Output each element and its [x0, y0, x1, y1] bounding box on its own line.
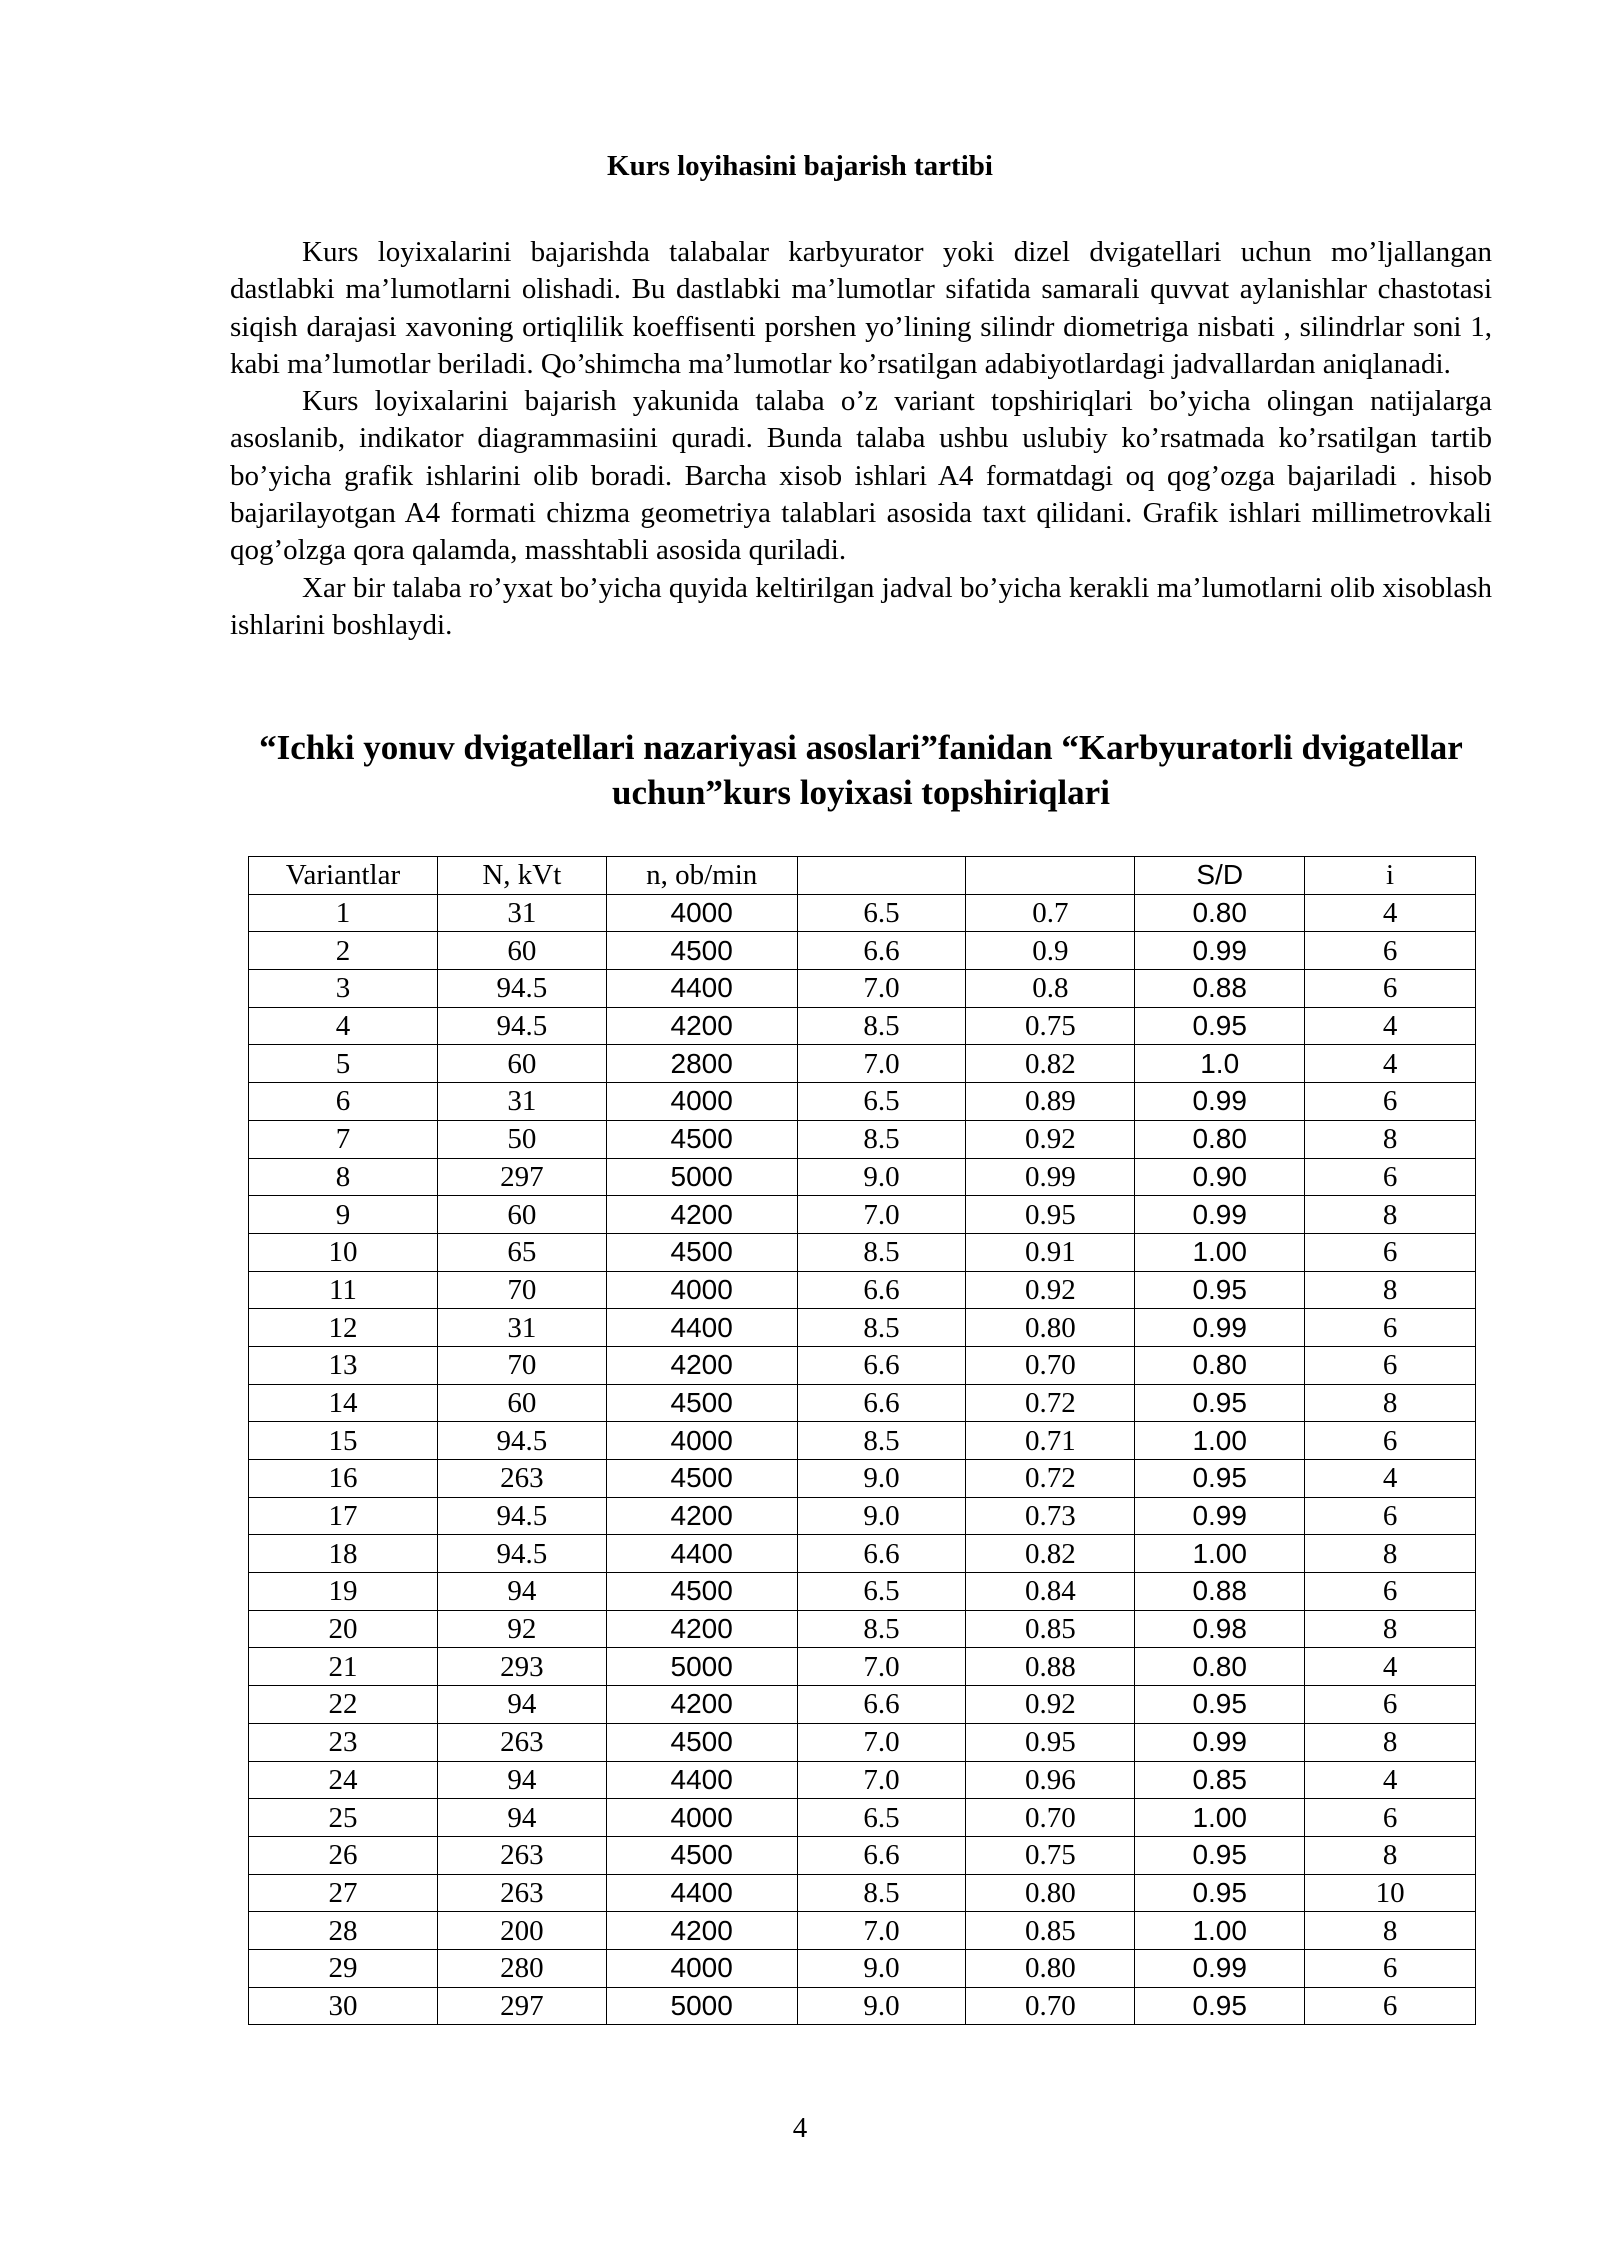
table-cell: 6 — [249, 1083, 438, 1121]
table-cell: 0.99 — [1135, 1083, 1305, 1121]
table-cell: 0.70 — [966, 1799, 1135, 1837]
table-cell: 8.5 — [797, 1874, 966, 1912]
table-cell: 94 — [437, 1761, 606, 1799]
table-cell: 263 — [437, 1723, 606, 1761]
table-cell: 65 — [437, 1233, 606, 1271]
table-cell: 70 — [437, 1271, 606, 1309]
table-cell: 8.5 — [797, 1120, 966, 1158]
table-cell: 0.72 — [966, 1384, 1135, 1422]
table-cell: 4000 — [606, 1799, 797, 1837]
table-cell: 1.00 — [1135, 1535, 1305, 1573]
table-cell: 8.5 — [797, 1007, 966, 1045]
table-row — [249, 1723, 1476, 1761]
table-title: “Ichki yonuv dvigatellari nazariyasi asoslari”fanidan “Karbyuratorli dvigatellar uchun”kurs loyixasi topshiriqlari — [259, 728, 1463, 812]
table-cell: 0.82 — [966, 1535, 1135, 1573]
table-cell: 0.96 — [966, 1761, 1135, 1799]
table-row — [249, 932, 1476, 970]
table-cell: 9.0 — [797, 1497, 966, 1535]
table-cell: 297 — [437, 1158, 606, 1196]
table-cell: 4200 — [606, 1686, 797, 1724]
table-cell: 28 — [249, 1912, 438, 1950]
table-cell: 0.75 — [966, 1007, 1135, 1045]
table-cell: 6.6 — [797, 932, 966, 970]
table-cell: 7.0 — [797, 1912, 966, 1950]
table-cell: 8 — [1305, 1384, 1476, 1422]
table-header-row — [249, 857, 1476, 895]
table-row — [249, 1083, 1476, 1121]
table-cell: 8 — [1305, 1836, 1476, 1874]
table-row — [249, 1610, 1476, 1648]
table-row — [249, 1271, 1476, 1309]
table-cell: 0.73 — [966, 1497, 1135, 1535]
table-cell: 0.80 — [1135, 894, 1305, 932]
table-cell: 29 — [249, 1949, 438, 1987]
table-cell: 0.85 — [966, 1912, 1135, 1950]
table-cell: 8.5 — [797, 1610, 966, 1648]
table-cell: 10 — [249, 1233, 438, 1271]
table-cell: 4400 — [606, 1874, 797, 1912]
table-row — [249, 970, 1476, 1008]
table-cell: 4500 — [606, 1120, 797, 1158]
table-cell: 20 — [249, 1610, 438, 1648]
table-cell: 0.95 — [1135, 1007, 1305, 1045]
table-cell: 8 — [1305, 1912, 1476, 1950]
table-cell: 6 — [1305, 1987, 1476, 2025]
table-cell: 30 — [249, 1987, 438, 2025]
table-cell: 4500 — [606, 932, 797, 970]
page-number: 4 — [792, 2112, 808, 2144]
table-cell: 0.80 — [966, 1309, 1135, 1347]
table-row — [249, 1686, 1476, 1724]
table-cell: 4200 — [606, 1196, 797, 1234]
table-cell: 5000 — [606, 1648, 797, 1686]
table-cell: 6.6 — [797, 1535, 966, 1573]
table-cell: 24 — [249, 1761, 438, 1799]
table-cell: 3 — [249, 970, 438, 1008]
table-cell: 5 — [249, 1045, 438, 1083]
table-cell: 27 — [249, 1874, 438, 1912]
table-cell: 31 — [437, 1309, 606, 1347]
table-cell: 0.99 — [1135, 932, 1305, 970]
table-cell: 0.95 — [1135, 1874, 1305, 1912]
table-cell: 0.95 — [1135, 1836, 1305, 1874]
table-cell: 6 — [1305, 1233, 1476, 1271]
table-cell: 9 — [249, 1196, 438, 1234]
table-cell: 4200 — [606, 1497, 797, 1535]
table-cell: 0.88 — [966, 1648, 1135, 1686]
table-cell: 94.5 — [437, 1007, 606, 1045]
table-cell: 6.6 — [797, 1686, 966, 1724]
table-cell: 6 — [1305, 1497, 1476, 1535]
table-row — [249, 1761, 1476, 1799]
table-row — [249, 1987, 1476, 2025]
table-cell: 4 — [1305, 894, 1476, 932]
section-heading: Kurs loyihasini bajarish tartibi — [607, 150, 993, 182]
table-cell: 8 — [1305, 1196, 1476, 1234]
table-cell: 60 — [437, 1384, 606, 1422]
table-cell: 7.0 — [797, 1761, 966, 1799]
table-cell: 0.95 — [966, 1723, 1135, 1761]
table-cell: 4000 — [606, 894, 797, 932]
table-cell: 4500 — [606, 1384, 797, 1422]
table-cell: 4500 — [606, 1836, 797, 1874]
table-cell: 0.80 — [1135, 1120, 1305, 1158]
table-cell: 6.6 — [797, 1836, 966, 1874]
table-cell: 6 — [1305, 1949, 1476, 1987]
table-cell: 4200 — [606, 1912, 797, 1950]
table-cell: 60 — [437, 1045, 606, 1083]
table-cell: 15 — [249, 1422, 438, 1460]
paragraph: Xar bir talaba ro’yxat bo’yicha quyida keltirilgan jadval bo’yicha kerakli ma’lumotlarni olib xisoblash ishlarini boshlaydi. — [230, 571, 1492, 641]
table-cell: 25 — [249, 1799, 438, 1837]
table-cell: 280 — [437, 1949, 606, 1987]
table-cell: 6.6 — [797, 1271, 966, 1309]
table-row — [249, 1384, 1476, 1422]
table-row — [249, 1422, 1476, 1460]
table-cell: 4000 — [606, 1083, 797, 1121]
table-row — [249, 1309, 1476, 1347]
table-cell: 94.5 — [437, 1422, 606, 1460]
column-header: N, kVt — [437, 857, 606, 895]
table-cell: 4500 — [606, 1233, 797, 1271]
table-row — [249, 1233, 1476, 1271]
table-cell: 0.80 — [1135, 1648, 1305, 1686]
table-cell: 8.5 — [797, 1233, 966, 1271]
table-cell: 4 — [1305, 1007, 1476, 1045]
table-cell: 4400 — [606, 1761, 797, 1799]
table-cell: 7 — [249, 1120, 438, 1158]
table-cell: 4000 — [606, 1271, 797, 1309]
table-cell: 6.5 — [797, 894, 966, 932]
table-row — [249, 1120, 1476, 1158]
table-cell: 26 — [249, 1836, 438, 1874]
table-cell: 297 — [437, 1987, 606, 2025]
table-cell: 6 — [1305, 1573, 1476, 1611]
table-cell: 0.95 — [966, 1196, 1135, 1234]
table-cell: 8.5 — [797, 1309, 966, 1347]
table-body — [249, 894, 1476, 2025]
table-cell: 1.0 — [1135, 1045, 1305, 1083]
table-cell: 11 — [249, 1271, 438, 1309]
table-cell: 1.00 — [1135, 1422, 1305, 1460]
table-cell: 4 — [249, 1007, 438, 1045]
table-row — [249, 1874, 1476, 1912]
table-cell: 6 — [1305, 970, 1476, 1008]
table-cell: 0.92 — [966, 1686, 1135, 1724]
table-cell: 16 — [249, 1460, 438, 1498]
table-cell: 18 — [249, 1535, 438, 1573]
table-cell: 7.0 — [797, 1723, 966, 1761]
table-cell: 9.0 — [797, 1949, 966, 1987]
table-cell: 8 — [249, 1158, 438, 1196]
table-cell: 8.5 — [797, 1422, 966, 1460]
table-row — [249, 1648, 1476, 1686]
table-row — [249, 1460, 1476, 1498]
table-cell: 92 — [437, 1610, 606, 1648]
table-cell: 263 — [437, 1836, 606, 1874]
table-cell: 0.80 — [966, 1874, 1135, 1912]
table-cell: 4400 — [606, 1535, 797, 1573]
table-cell: 0.72 — [966, 1460, 1135, 1498]
table-cell: 4 — [1305, 1648, 1476, 1686]
table-cell: 1 — [249, 894, 438, 932]
table-cell: 94 — [437, 1686, 606, 1724]
column-header — [966, 857, 1135, 895]
table-cell: 5000 — [606, 1158, 797, 1196]
table-cell: 4 — [1305, 1761, 1476, 1799]
table-cell: 0.80 — [966, 1949, 1135, 1987]
table-cell: 4400 — [606, 970, 797, 1008]
table-cell: 0.88 — [1135, 970, 1305, 1008]
table-cell: 8 — [1305, 1120, 1476, 1158]
table-cell: 8 — [1305, 1723, 1476, 1761]
table-cell: 0.88 — [1135, 1573, 1305, 1611]
table-row — [249, 1196, 1476, 1234]
table-cell: 0.84 — [966, 1573, 1135, 1611]
table-cell: 0.99 — [1135, 1723, 1305, 1761]
table-cell: 263 — [437, 1460, 606, 1498]
table-row — [249, 1158, 1476, 1196]
table-cell: 31 — [437, 1083, 606, 1121]
table-cell: 7.0 — [797, 1045, 966, 1083]
table-cell: 6 — [1305, 932, 1476, 970]
assignments-table — [248, 856, 1476, 2025]
table-cell: 0.85 — [966, 1610, 1135, 1648]
table-cell: 0.99 — [1135, 1949, 1305, 1987]
table-cell: 5000 — [606, 1987, 797, 2025]
table-cell: 0.70 — [966, 1987, 1135, 2025]
table-cell: 0.70 — [966, 1346, 1135, 1384]
table-cell: 31 — [437, 894, 606, 932]
table-cell: 2 — [249, 932, 438, 970]
table-cell: 50 — [437, 1120, 606, 1158]
table-cell: 10 — [1305, 1874, 1476, 1912]
table-cell: 1.00 — [1135, 1912, 1305, 1950]
table-cell: 6 — [1305, 1799, 1476, 1837]
table-cell: 6.5 — [797, 1083, 966, 1121]
table-cell: 9.0 — [797, 1460, 966, 1498]
table-cell: 8 — [1305, 1271, 1476, 1309]
table-cell: 7.0 — [797, 970, 966, 1008]
column-header: i — [1305, 857, 1476, 895]
table-cell: 60 — [437, 932, 606, 970]
table-cell: 4200 — [606, 1007, 797, 1045]
table-cell: 94.5 — [437, 970, 606, 1008]
table-row — [249, 1949, 1476, 1987]
table-cell: 1.00 — [1135, 1233, 1305, 1271]
table-cell: 94.5 — [437, 1497, 606, 1535]
table-cell: 70 — [437, 1346, 606, 1384]
table-cell: 19 — [249, 1573, 438, 1611]
table-cell: 4200 — [606, 1610, 797, 1648]
table-cell: 7.0 — [797, 1648, 966, 1686]
table-row — [249, 1346, 1476, 1384]
table-cell: 0.85 — [1135, 1761, 1305, 1799]
table-cell: 0.98 — [1135, 1610, 1305, 1648]
table-row — [249, 894, 1476, 932]
table-cell: 0.95 — [1135, 1271, 1305, 1309]
column-header: Variantlar — [249, 857, 438, 895]
table-cell: 23 — [249, 1723, 438, 1761]
table-cell: 263 — [437, 1874, 606, 1912]
table-cell: 0.99 — [1135, 1497, 1305, 1535]
table-cell: 0.71 — [966, 1422, 1135, 1460]
table-cell: 4500 — [606, 1573, 797, 1611]
table-cell: 6 — [1305, 1686, 1476, 1724]
column-header: n, ob/min — [606, 857, 797, 895]
paragraph: Kurs loyixalarini bajarish yakunida talaba o’z variant topshiriqlari bo’yicha olingan natijalarga asoslanib, indikator diagrammasiini quradi. Bunda talaba ushbu uslubiy ko’rsatmada ko’rsatilgan tartib bo’yicha grafik ishlarini olib boradi. Barcha xisob ishlari A4 formatdagi oq qog’ozga bajariladi . hisob bajarilayotgan A4 formati chizma geometriya talablari asosida taxt qilidani. Grafik ishlari millimetrovkali qog’olzga qora qalamda, masshtabli asosida quriladi. — [230, 385, 1492, 567]
body-text — [230, 234, 1492, 644]
table-row — [249, 1573, 1476, 1611]
table-cell: 0.80 — [1135, 1346, 1305, 1384]
table-cell: 9.0 — [797, 1987, 966, 2025]
table-cell: 4000 — [606, 1422, 797, 1460]
table-cell: 6 — [1305, 1346, 1476, 1384]
table-cell: 6.5 — [797, 1573, 966, 1611]
column-header — [797, 857, 966, 895]
table-row — [249, 1007, 1476, 1045]
table-cell: 6.6 — [797, 1384, 966, 1422]
table-cell: 21 — [249, 1648, 438, 1686]
table-row — [249, 1535, 1476, 1573]
table-cell: 14 — [249, 1384, 438, 1422]
table-cell: 94.5 — [437, 1535, 606, 1573]
table-cell: 293 — [437, 1648, 606, 1686]
table-cell: 4000 — [606, 1949, 797, 1987]
table-row — [249, 1045, 1476, 1083]
table-cell: 200 — [437, 1912, 606, 1950]
table-cell: 6 — [1305, 1083, 1476, 1121]
table-cell: 4500 — [606, 1723, 797, 1761]
table-cell: 4 — [1305, 1460, 1476, 1498]
table-cell: 22 — [249, 1686, 438, 1724]
table-cell: 0.95 — [1135, 1987, 1305, 2025]
table-cell: 6 — [1305, 1309, 1476, 1347]
table-cell: 4400 — [606, 1309, 797, 1347]
table-cell: 6.6 — [797, 1346, 966, 1384]
table-cell: 0.99 — [1135, 1196, 1305, 1234]
table-cell: 8 — [1305, 1535, 1476, 1573]
table-cell: 6 — [1305, 1422, 1476, 1460]
table-cell: 0.9 — [966, 932, 1135, 970]
table-cell: 1.00 — [1135, 1799, 1305, 1837]
table-cell: 0.91 — [966, 1233, 1135, 1271]
table-cell: 94 — [437, 1573, 606, 1611]
table-row — [249, 1912, 1476, 1950]
table-cell: 0.82 — [966, 1045, 1135, 1083]
table-cell: 0.92 — [966, 1120, 1135, 1158]
table-cell: 0.89 — [966, 1083, 1135, 1121]
table-cell: 0.8 — [966, 970, 1135, 1008]
table-cell: 0.99 — [1135, 1309, 1305, 1347]
table-row — [249, 1799, 1476, 1837]
table-cell: 8 — [1305, 1610, 1476, 1648]
table-cell: 0.95 — [1135, 1686, 1305, 1724]
table-cell: 0.90 — [1135, 1158, 1305, 1196]
table-cell: 7.0 — [797, 1196, 966, 1234]
table-cell: 9.0 — [797, 1158, 966, 1196]
table-cell: 2800 — [606, 1045, 797, 1083]
table-cell: 6.5 — [797, 1799, 966, 1837]
table-cell: 13 — [249, 1346, 438, 1384]
table-cell: 4 — [1305, 1045, 1476, 1083]
table-cell: 4200 — [606, 1346, 797, 1384]
table-cell: 94 — [437, 1799, 606, 1837]
table-row — [249, 1836, 1476, 1874]
table-cell: 12 — [249, 1309, 438, 1347]
table-cell: 0.75 — [966, 1836, 1135, 1874]
column-header: S/D — [1135, 857, 1305, 895]
table-cell: 0.95 — [1135, 1460, 1305, 1498]
table-cell: 60 — [437, 1196, 606, 1234]
paragraph: Kurs loyixalarini bajarishda talabalar karbyurator yoki dizel dvigatellari uchun mo’ljallangan dastlabki ma’lumotlarni olishadi. Bu dastlabki ma’lumotlar sifatida samarali quvvat aylanishlar chastotasi siqish darajasi xavoning ortiqlilik koeffisenti porshen yo’lining silindr diometriga nisbati , silindrlar soni 1, kabi ma’lumotlar beriladi. Qo’shimcha ma’lumotlar ko’rsatilgan adabiyotlardagi jadvallardan aniqlanadi. — [230, 236, 1492, 380]
table-cell: 6 — [1305, 1158, 1476, 1196]
table-cell: 0.99 — [966, 1158, 1135, 1196]
table-cell: 0.7 — [966, 894, 1135, 932]
table-cell: 17 — [249, 1497, 438, 1535]
table-cell: 4500 — [606, 1460, 797, 1498]
table-row — [249, 1497, 1476, 1535]
table-cell: 0.92 — [966, 1271, 1135, 1309]
table-cell: 0.95 — [1135, 1384, 1305, 1422]
